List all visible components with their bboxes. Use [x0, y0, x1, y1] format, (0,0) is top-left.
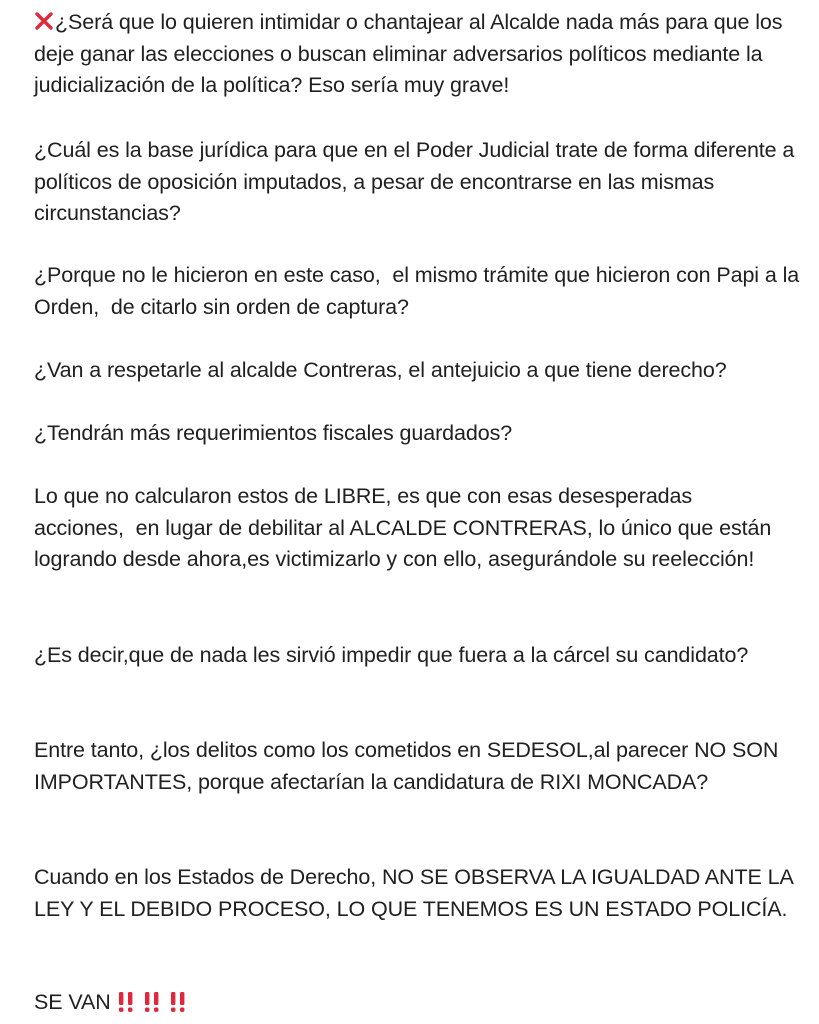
paragraph-10 [34, 987, 804, 1019]
paragraph-9: Cuando en los Estados de Derecho, NO SE OBSERVA LA IGUALDAD ANTE LA LEY Y EL DEBIDO PROCESO, LO QUE TENEMOS ES UN ESTADO POLICÍA. [34, 865, 799, 921]
paragraph-8: Entre tanto, ¿los delitos como los cometidos en SEDESOL,al parecer NO SON IMPORTANTES, porque afectarían la candidatura de RIXI MONCADA? [34, 738, 785, 794]
paragraph-1-text: ¿Será que lo quieren intimidar o chantajear al Alcalde nada más para que los deje ganar las elecciones o buscan eliminar adversarios políticos mediante la judicialización de la política? Eso sería muy grave! [34, 10, 789, 97]
paragraph-3: ¿Porque no le hicieron en este caso, el mismo trámite que hicieron con Papi a la Orden, de citarlo sin orden de captura? [34, 263, 805, 319]
paragraph-1 [34, 7, 804, 102]
double-exclamation-icon [167, 991, 189, 1013]
paragraph-2: ¿Cuál es la base jurídica para que en el Poder Judicial trate de forma diferente a políticos de oposición imputados, a pesar de encontrarse en las mismas circunstancias? [34, 138, 801, 225]
cross-mark-icon [34, 9, 54, 29]
paragraph-5: ¿Tendrán más requerimientos fiscales guardados? [34, 421, 513, 445]
double-exclamation-icon [115, 991, 137, 1013]
paragraph-7: ¿Es decir,que de nada les sirvió impedir que fuera a la cárcel su candidato? [34, 643, 749, 667]
paragraph-6: Lo que no calcularon estos de LIBRE, es que con esas desesperadas acciones, en lugar de debilitar al ALCALDE CONTRERAS, lo único que están logrando desde ahora,es victimizarlo y con ello, asegurándole su reelección! [34, 484, 778, 571]
paragraph-10-text: SE VAN [34, 990, 111, 1014]
paragraph-4: ¿Van a respetarle al alcalde Contreras, el antejuicio a que tiene derecho? [34, 358, 727, 382]
double-exclamation-icon [141, 991, 163, 1013]
